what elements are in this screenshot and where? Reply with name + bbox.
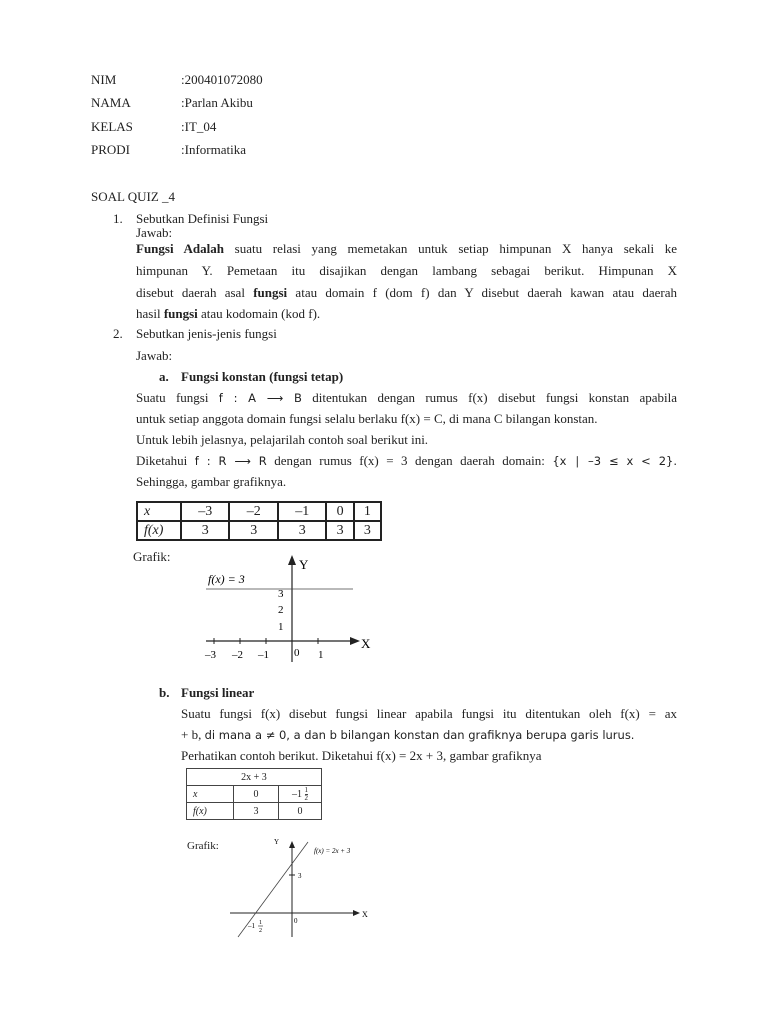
fraction [305, 787, 309, 802]
a-line-4-pre: Diketahui [136, 453, 195, 468]
x-axis-label: X [362, 910, 368, 919]
linear-function-table [186, 768, 322, 820]
table-cell: 3 [278, 521, 326, 540]
kelas-label: KELAS [91, 119, 133, 134]
table-row [187, 769, 322, 786]
q1-answer-line-2: himpunan Y. Pemetaan itu disajikan dengan lambang sebagai berikut. Himpunan X [136, 263, 677, 278]
table-cell-x-label: x [137, 502, 181, 521]
kelas-value: :IT_04 [181, 119, 217, 134]
q1-line-4-bold: fungsi [163, 306, 198, 321]
x-tick-label: –1 [258, 649, 269, 661]
q1-line-3-pre: disebut daerah asal [136, 285, 254, 300]
x-tick-label: –2 [232, 649, 243, 661]
y-tick-label: 3 [278, 588, 284, 600]
table-cell-fx-label: f(x) [137, 521, 181, 540]
a-line-1-post: ditentukan dengan rumus f(x) disebut fungsi konstan apabila [301, 390, 677, 405]
table-cell-fraction [279, 786, 322, 803]
x-axis-arrow [353, 910, 360, 916]
table-cell: 3 [326, 521, 353, 540]
a-line-1-pre: Suatu fungsi [136, 390, 219, 405]
section-a-letter: a. [159, 369, 169, 384]
section-a-line-5: Sehingga, gambar grafiknya. [136, 474, 287, 489]
section-a-line-2: untuk setiap anggota domain fungsi selalu berlaku f(x) = C, di mana C bilangan konstan. [136, 411, 598, 426]
table-row [187, 803, 322, 820]
x-axis-label: X [361, 636, 371, 651]
constant-function-table [136, 501, 382, 541]
linear-function-graph [226, 833, 376, 938]
table-cell: –3 [181, 502, 229, 521]
mixed-whole: –1 [292, 788, 302, 800]
section-b-title: Fungsi linear [181, 685, 255, 700]
q1-line-4-pre: hasil [136, 306, 164, 321]
y-tick-label: 3 [298, 872, 302, 880]
section-a-line-1 [136, 390, 677, 406]
section-b-letter: b. [159, 685, 170, 700]
table-cell: –2 [229, 502, 277, 521]
q1-term: Fungsi Adalah [136, 241, 224, 256]
y-axis-label: Y [299, 557, 309, 572]
section-a-line-4 [136, 453, 677, 469]
table-cell-fx-label: f(x) [187, 803, 234, 820]
table-cell: –1 [278, 502, 326, 521]
y-axis-arrow [289, 841, 295, 848]
table-cell: 3 [229, 521, 277, 540]
x-axis-arrow [350, 637, 360, 645]
table-row [137, 521, 381, 540]
q1-line-3-bold: fungsi [253, 285, 288, 300]
nim-label: NIM [91, 72, 117, 87]
q1-jawab: Jawab: [136, 225, 173, 240]
table-row [187, 786, 322, 803]
x-tick-frac-den: 2 [259, 928, 262, 934]
nama-label: NAMA [91, 95, 131, 110]
q2-jawab: Jawab: [136, 348, 173, 363]
q2-number: 2. [113, 326, 123, 341]
b-line-2-text: di mana a ≠ 0, a dan b bilangan konstan dan grafiknya berupa garis lurus. [204, 728, 635, 742]
x-tick-label: 0 [294, 647, 300, 659]
y-tick-label: 1 [278, 621, 284, 633]
fraction-numerator: 1 [304, 785, 308, 794]
table-cell: 1 [354, 502, 381, 521]
table-cell: 0 [279, 803, 322, 820]
q1-answer-line-3 [136, 285, 677, 301]
a-line-4-mid: dengan rumus f(x) = 3 dengan daerah domain: [266, 453, 553, 468]
fraction-denominator: 2 [304, 793, 308, 802]
a-line-1-mapping: f : A ⟶ B [218, 391, 302, 405]
constant-function-graph [196, 550, 381, 665]
section-b-line-2 [181, 727, 634, 743]
table-cell: 0 [326, 502, 353, 521]
section-b-line-3: Perhatikan contoh berikut. Diketahui f(x) = 2x + 3, gambar grafiknya [181, 748, 542, 763]
section-a-line-3: Untuk lebih jelasnya, pelajarilah contoh soal berikut ini. [136, 432, 429, 447]
x-tick-label: 1 [318, 649, 324, 661]
nama-value: :Parlan Akibu [181, 95, 253, 110]
q1-line-4-post: atau kodomain (kod f). [197, 306, 321, 321]
nim-value: :200401072080 [181, 72, 263, 87]
table-row [137, 502, 381, 521]
y-axis-arrow [288, 555, 296, 565]
section-b-line-1: Suatu fungsi f(x) disebut fungsi linear apabila fungsi itu ditentukan oleh f(x) = ax [181, 706, 677, 721]
a-line-4-domain: {x ∣ –3 ≤ x < 2}. [552, 454, 677, 468]
table-cell: 0 [234, 786, 279, 803]
table-cell: 3 [234, 803, 279, 820]
quiz-title: SOAL QUIZ _4 [91, 189, 176, 204]
q1-number: 1. [113, 211, 123, 226]
q1-answer-line-4 [136, 306, 320, 322]
function-label: f(x) = 2x + 3 [314, 847, 351, 855]
table-cell: 3 [181, 521, 229, 540]
prodi-label: PRODI [91, 142, 131, 157]
function-label: f(x) = 3 [208, 572, 245, 586]
table-header: 2x + 3 [187, 769, 322, 786]
q1-line-3-post: atau domain f (dom f) dan Y disebut daerah kawan atau daerah [287, 285, 678, 300]
q2-question: Sebutkan jenis-jenis fungsi [136, 326, 277, 341]
origin-label: 0 [294, 917, 298, 925]
y-axis-label: Y [274, 838, 280, 846]
table-cell-x-label: x [187, 786, 234, 803]
table-cell: 3 [354, 521, 381, 540]
q1-answer-line-1 [136, 241, 677, 257]
a-line-4-mapping: f : R ⟶ R [194, 454, 267, 468]
y-tick-label: 2 [278, 604, 284, 616]
graph-a-grafik-label: Grafik: [133, 549, 171, 564]
b-line-2-pre: + b, [181, 727, 205, 742]
graph-b-grafik-label: Grafik: [187, 840, 219, 852]
prodi-value: :Informatika [181, 142, 246, 157]
section-a-title: Fungsi konstan (fungsi tetap) [181, 369, 344, 384]
q1-question: Sebutkan Definisi Fungsi [136, 211, 269, 226]
x-tick-frac-num: 1 [259, 920, 262, 926]
q1-line-1-text: suatu relasi yang memetakan untuk setiap himpunan X hanya sekali ke [223, 241, 677, 256]
x-tick-label: –3 [205, 649, 216, 661]
x-tick-label: –1 [248, 922, 255, 930]
